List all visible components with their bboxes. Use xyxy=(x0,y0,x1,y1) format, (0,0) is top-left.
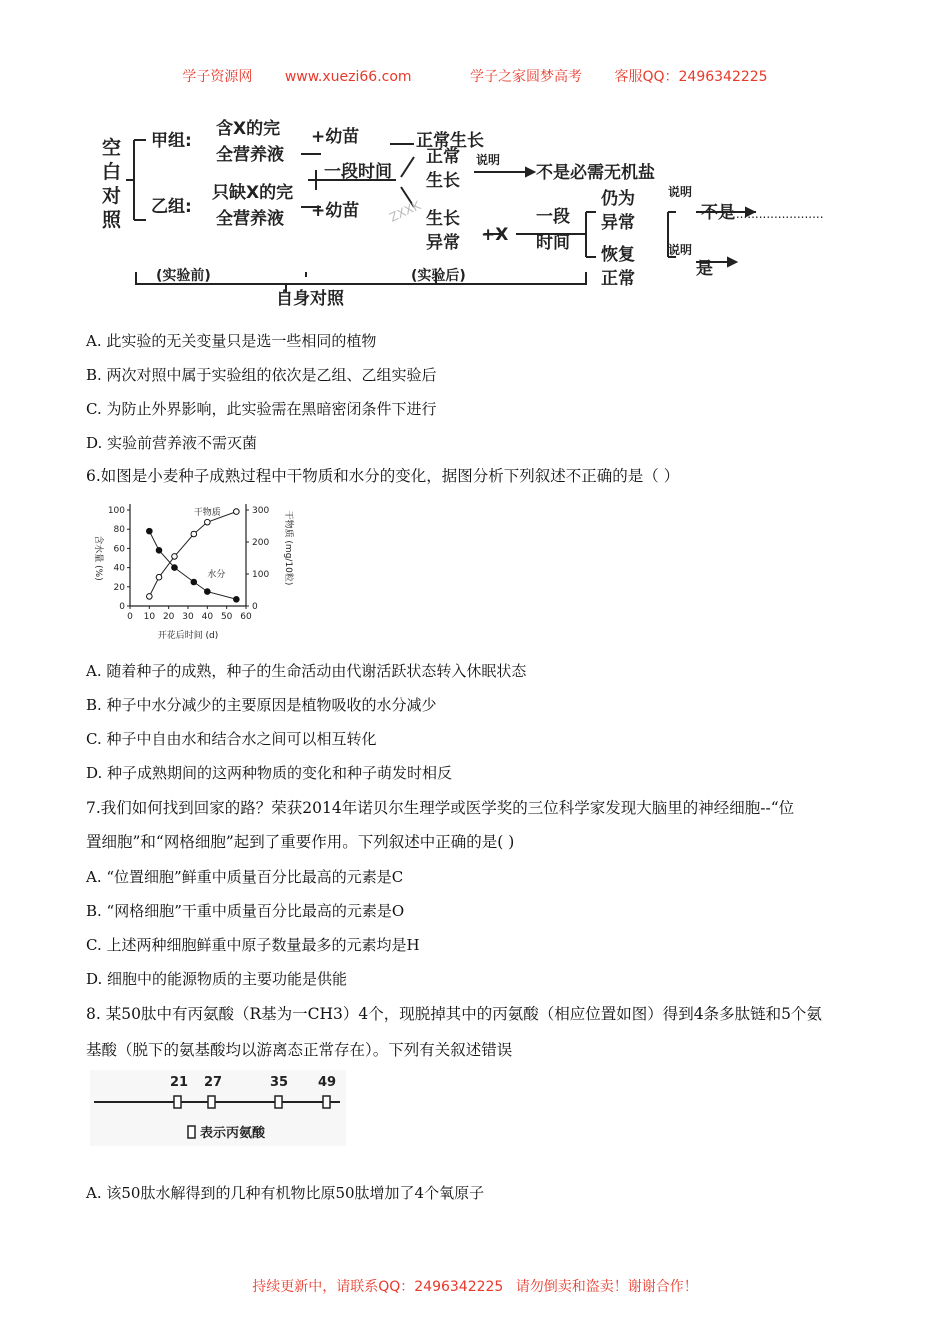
y-left-tick-label: 100 xyxy=(107,506,125,516)
svg-text:说明: 说明 xyxy=(668,185,693,199)
svg-text:生长: 生长 xyxy=(426,209,460,229)
x-tick-label: 0 xyxy=(127,612,133,622)
svg-text:异常: 异常 xyxy=(426,233,460,253)
svg-text:只缺X的完: 只缺X的完 xyxy=(212,183,294,203)
after-label: (实验后) xyxy=(411,268,466,284)
dry-matter-point xyxy=(205,519,211,525)
seedling-label: +幼苗 xyxy=(311,127,360,147)
svg-text:生长: 生长 xyxy=(426,171,460,191)
position-21: 21 xyxy=(170,1075,189,1090)
q5-option-a[interactable]: A. 此实验的无关变量只是选一些相同的植物 xyxy=(86,332,377,350)
water-point xyxy=(172,565,178,571)
water-point xyxy=(234,596,240,602)
experiment-diagram xyxy=(96,112,856,312)
q5-option-d[interactable]: D. 实验前营养液不需灭菌 xyxy=(86,434,258,452)
alanine-marker xyxy=(323,1096,330,1108)
svg-text:含X的完: 含X的完 xyxy=(216,119,281,139)
q8-stem-line2: 基酸（脱下的氨基酸均以游离态正常存在）。下列有关叙述错误 xyxy=(86,1041,513,1059)
dry-matter-point xyxy=(156,574,162,580)
group-b-label: 乙组: xyxy=(151,197,192,217)
svg-text:说明: 说明 xyxy=(668,243,693,257)
series-label-dry-matter: 干物质 xyxy=(193,507,221,518)
group-a-label: 甲组: xyxy=(151,131,192,151)
dry-matter-point xyxy=(234,509,240,515)
diagram-left-label-1: 空 xyxy=(102,137,122,159)
self-control-label: 自身对照 xyxy=(276,289,344,309)
svg-text:一段: 一段 xyxy=(536,207,570,227)
svg-text:仍为: 仍为 xyxy=(601,189,635,209)
svg-text:全营养液: 全营养液 xyxy=(216,209,284,229)
q5-option-c[interactable]: C. 为防止外界影响，此实验需在黑暗密闭条件下进行 xyxy=(86,400,437,418)
y-right-tick-label: 100 xyxy=(252,570,270,580)
answer-blank: ........................ xyxy=(732,207,824,221)
y-axis-right-label: 干物质 (mg/10粒) xyxy=(283,510,293,586)
position-35: 35 xyxy=(270,1075,289,1090)
svg-text:全营养液: 全营养液 xyxy=(216,145,284,165)
x-tick-label: 50 xyxy=(220,612,233,622)
header-slogan: 学子之家圆梦高考 xyxy=(470,69,583,85)
y-left-tick-label: 40 xyxy=(113,563,125,574)
footer-text2: 请勿倒卖和盗卖！谢谢合作！ xyxy=(515,1279,698,1295)
svg-text:恢复: 恢复 xyxy=(601,245,635,265)
x-axis-label: 开花后时间 (d) xyxy=(157,631,219,641)
q8-stem-line1: 8. 某50肽中有丙氨酸（R基为一CH3）4个，现脱掉其中的丙氨酸（相应位置如图）得到4条多肽链和5个氨 xyxy=(86,1005,822,1023)
series-line-water xyxy=(149,531,236,599)
header-qq: 客服QQ：2496342225 xyxy=(614,69,768,85)
dry-matter-point xyxy=(172,554,178,560)
q7-option-a[interactable]: A. “位置细胞”鲜重中质量百分比最高的元素是C xyxy=(86,868,404,886)
watermark: ZXXK xyxy=(387,198,423,225)
is-label: 是 xyxy=(696,259,713,279)
svg-text:正常: 正常 xyxy=(426,147,460,167)
x-tick-label: 30 xyxy=(182,612,194,622)
alanine-marker xyxy=(174,1096,181,1108)
not-essential-label: 不是必需无机盐 xyxy=(536,163,655,183)
q7-option-d[interactable]: D. 细胞中的能源物质的主要功能是供能 xyxy=(86,970,348,988)
position-27: 27 xyxy=(204,1075,223,1090)
seed-maturation-chart xyxy=(86,496,306,650)
footer-qq: 2496342225 xyxy=(414,1279,504,1295)
water-point xyxy=(191,579,197,585)
y-right-tick-label: 0 xyxy=(252,602,258,612)
q6-stem: 6.如图是小麦种子成熟过程中干物质和水分的变化，据图分析下列叙述不正确的是（ ） xyxy=(86,467,680,485)
x-tick-label: 10 xyxy=(143,612,156,622)
page-footer xyxy=(0,1276,950,1296)
plus-x-label: +X xyxy=(481,225,509,245)
svg-text:异常: 异常 xyxy=(601,213,635,233)
q6-option-a[interactable]: A. 随着种子的成熟，种子的生命活动由代谢活跃状态转入休眠状态 xyxy=(86,662,527,680)
y-left-tick-label: 0 xyxy=(119,602,125,612)
svg-text:对: 对 xyxy=(102,185,122,207)
q6-option-b[interactable]: B. 种子中水分减少的主要原因是植物吸收的水分减少 xyxy=(86,696,437,714)
q6-option-c[interactable]: C. 种子中自由水和结合水之间可以相互转化 xyxy=(86,730,377,748)
q7-option-c[interactable]: C. 上述两种细胞鲜重中原子数量最多的元素均是H xyxy=(86,936,420,954)
water-point xyxy=(147,528,153,534)
x-tick-label: 40 xyxy=(201,612,214,622)
svg-text:白: 白 xyxy=(102,161,122,183)
x-tick-label: 20 xyxy=(162,612,175,622)
alanine-position-diagram xyxy=(90,1070,346,1146)
footer-text1: 持续更新中，请联系QQ： xyxy=(252,1279,415,1295)
series-label-water: 水分 xyxy=(207,570,226,581)
x-tick-label: 60 xyxy=(240,612,252,622)
not-is-label: 不是 xyxy=(701,203,735,223)
alanine-marker xyxy=(208,1096,215,1108)
water-point xyxy=(205,589,211,595)
water-point xyxy=(156,548,162,554)
q7-option-b[interactable]: B. “网格细胞”干重中质量百分比最高的元素是O xyxy=(86,902,405,920)
svg-text:+幼苗: +幼苗 xyxy=(311,201,360,221)
q7-stem-line1: 7.我们如何找到回家的路？荣获2014年诺贝尔生理学或医学奖的三位科学家发现大脑里的神经细胞--“位 xyxy=(86,799,795,817)
dry-matter-point xyxy=(191,531,197,537)
q6-option-d[interactable]: D. 种子成熟期间的这两种物质的变化和种子萌发时相反 xyxy=(86,764,453,782)
svg-text:时间: 时间 xyxy=(536,233,570,253)
legend-marker xyxy=(188,1126,195,1138)
header-site: 学子资源网 xyxy=(182,69,253,85)
page-header xyxy=(0,66,950,86)
q7-stem-line2: 置细胞”和“网格细胞”起到了重要作用。下列叙述中正确的是( ) xyxy=(86,833,515,851)
legend-label: 表示丙氨酸 xyxy=(200,1126,266,1141)
svg-text:照: 照 xyxy=(102,209,122,231)
y-right-tick-label: 300 xyxy=(252,506,270,516)
y-left-tick-label: 80 xyxy=(113,525,125,536)
alanine-marker xyxy=(275,1096,282,1108)
y-right-tick-label: 200 xyxy=(252,538,270,548)
before-label: (实验前) xyxy=(156,268,211,284)
y-axis-left-label: 含水量 (%) xyxy=(93,535,103,581)
position-49: 49 xyxy=(318,1075,337,1090)
normal-growth-label: 正常生长 xyxy=(416,131,484,151)
svg-text:正常: 正常 xyxy=(601,269,635,289)
q5-option-b[interactable]: B. 两次对照中属于实验组的依次是乙组、乙组实验后 xyxy=(86,366,437,384)
y-left-tick-label: 20 xyxy=(113,582,125,593)
y-left-tick-label: 60 xyxy=(113,544,125,555)
dry-matter-point xyxy=(147,594,153,600)
svg-text:说明: 说明 xyxy=(476,153,501,167)
q8-option-a[interactable]: A. 该50肽水解得到的几种有机物比原50肽增加了4个氧原子 xyxy=(86,1184,485,1202)
header-url[interactable]: www.xuezi66.com xyxy=(284,69,412,85)
period-label: 一段时间 xyxy=(324,162,392,182)
